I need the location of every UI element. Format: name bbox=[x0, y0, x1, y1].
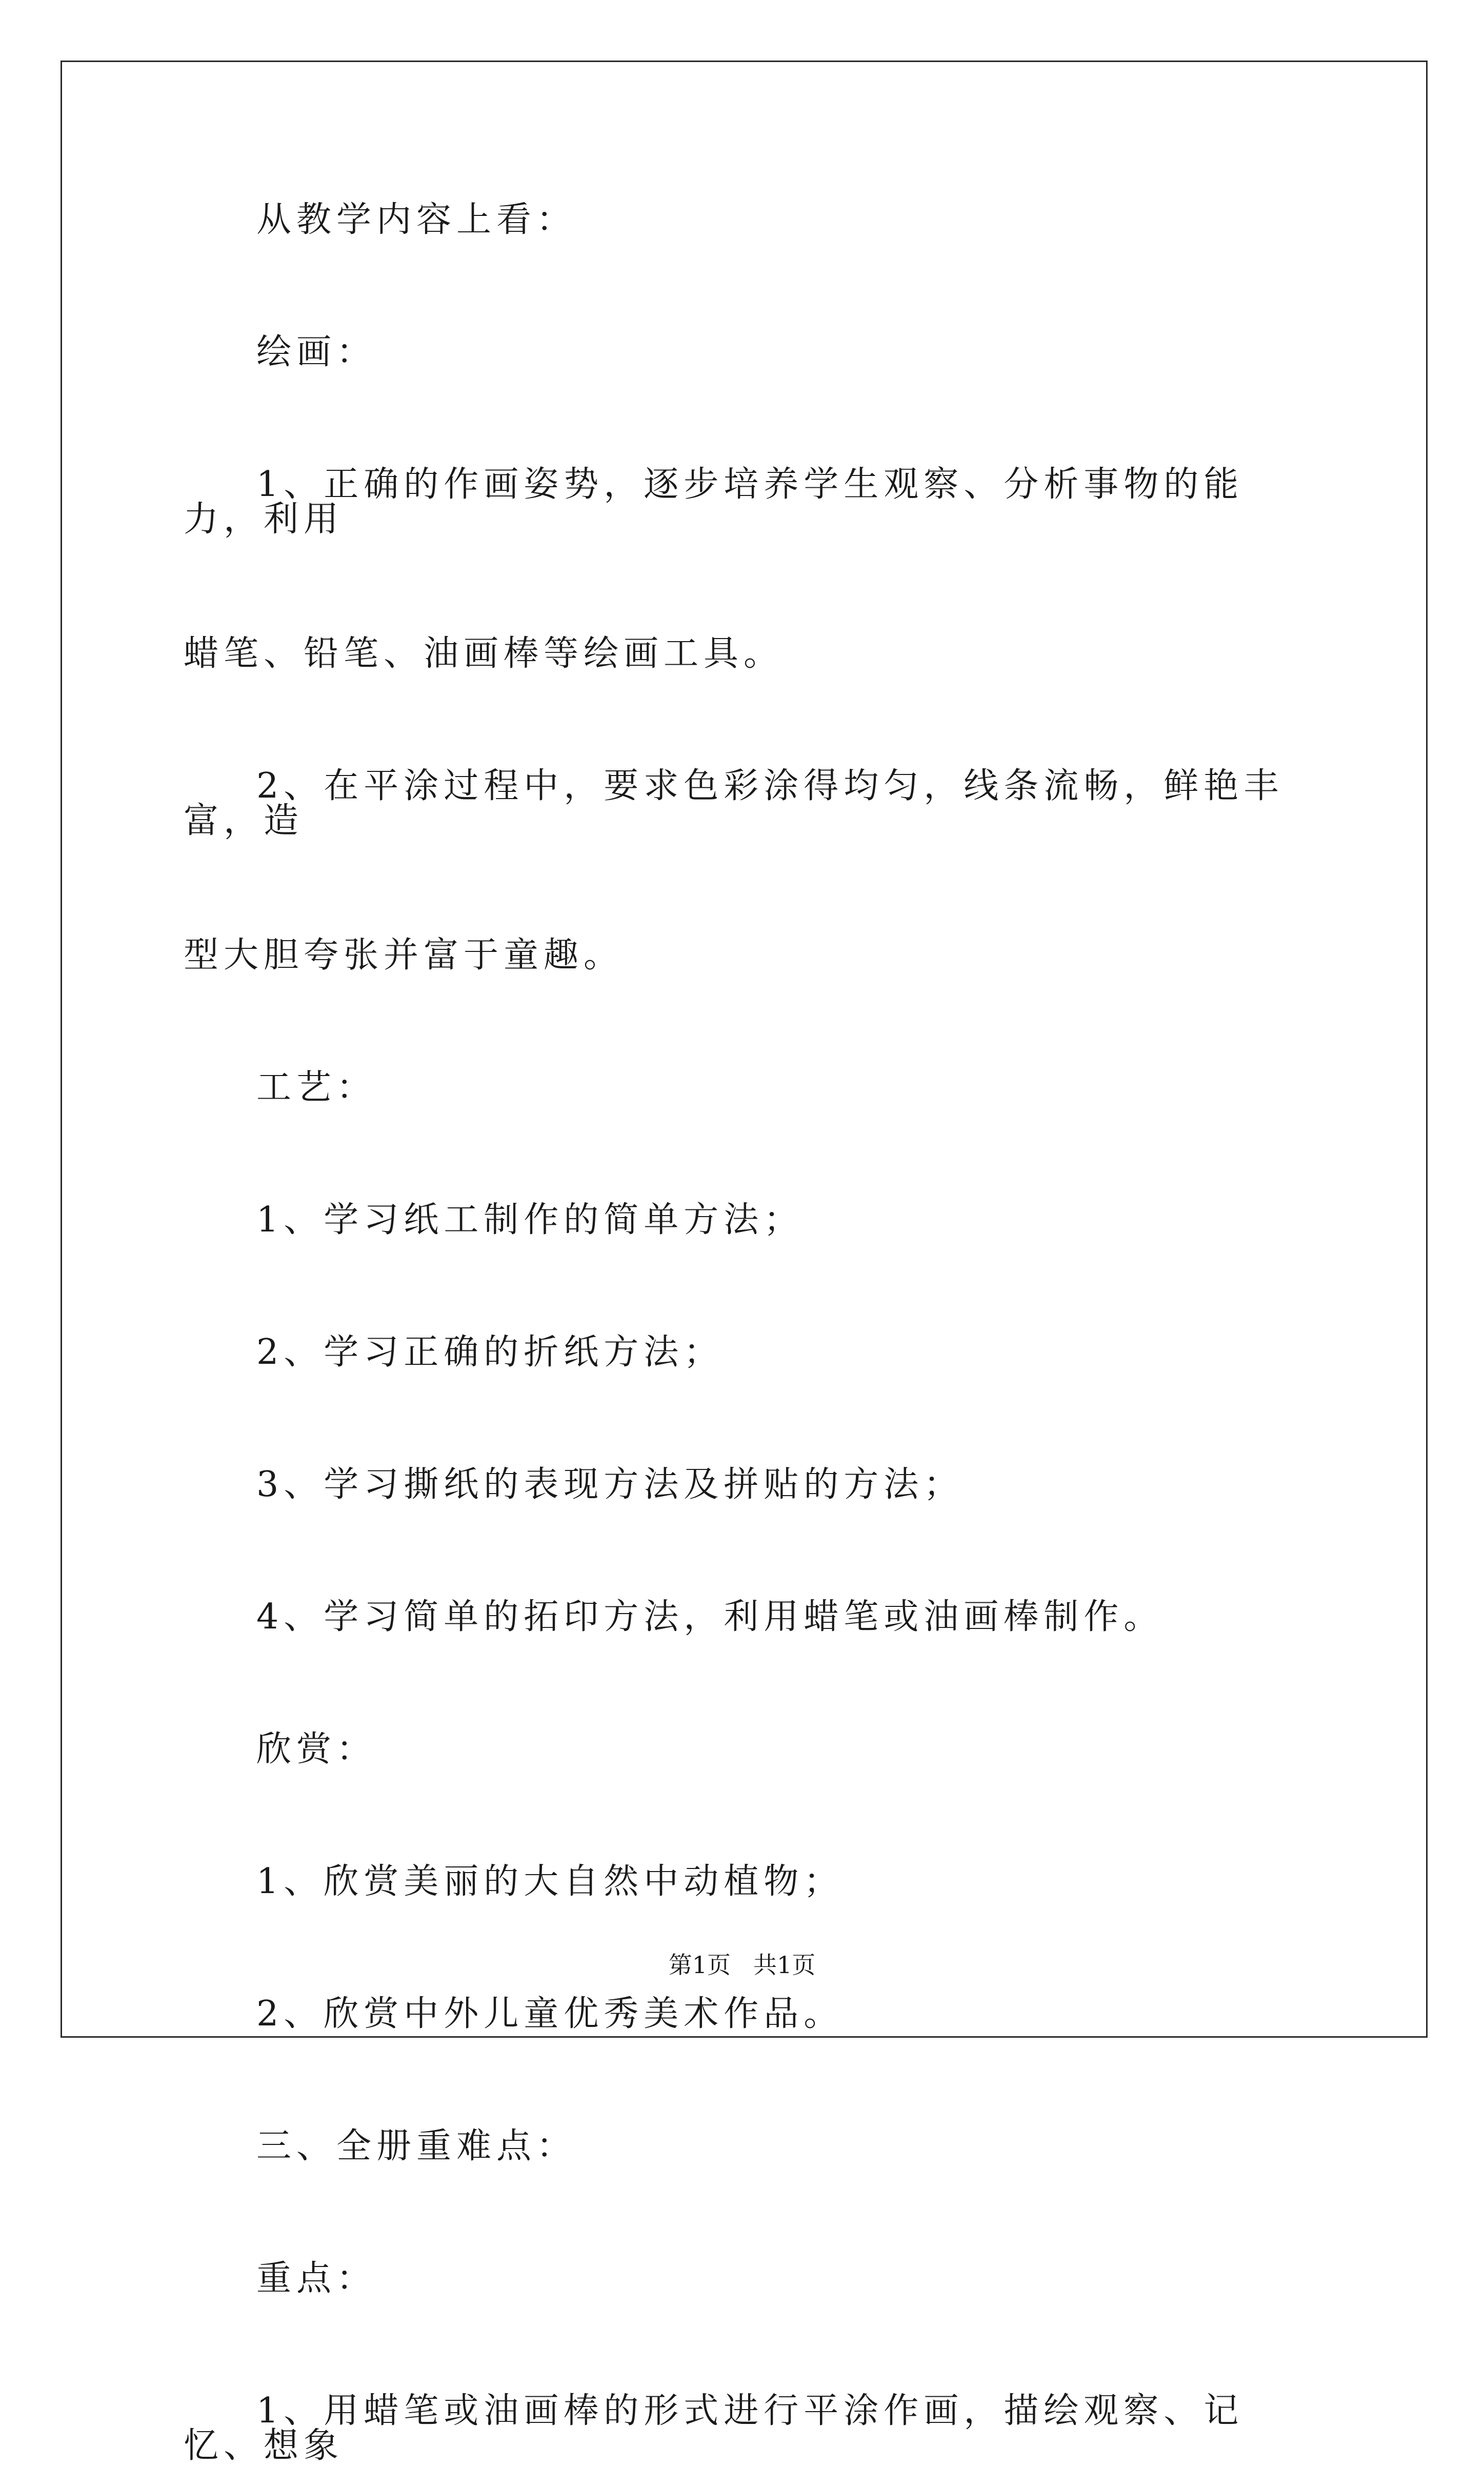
page-number: 第1页 bbox=[668, 1951, 731, 1979]
paragraph: 4、学习简单的拓印方法，利用蜡笔或油画棒制作。 bbox=[256, 1597, 1164, 1637]
paragraph: 1、学习纸工制作的简单方法； bbox=[256, 1200, 804, 1240]
paragraph: 1、用蜡笔或油画棒的形式进行平涂作画，描绘观察、记忆、想象 bbox=[184, 2391, 1244, 2466]
paragraph-line: 2、在平涂过程中，要求色彩涂得均匀，线条流畅，鲜艳丰富，造 bbox=[184, 766, 1284, 841]
paragraph-line: 型大胆夸张并富于童趣。 bbox=[184, 935, 624, 976]
paragraph bbox=[184, 464, 1307, 674]
paragraph: 重点： bbox=[256, 2258, 377, 2299]
paragraph: 三、全册重难点： bbox=[256, 2126, 577, 2166]
paragraph-line: 1、正确的作画姿势，逐步培养学生观察、分析事物的能力，利用 bbox=[184, 464, 1244, 540]
page-footer bbox=[0, 1946, 1484, 1980]
paragraph: 欣赏： bbox=[256, 1729, 377, 1769]
paragraph: 1、欣赏美丽的大自然中动植物； bbox=[256, 1861, 844, 1902]
document-body bbox=[184, 200, 1307, 2466]
paragraph: 2、欣赏中外儿童优秀美术作品。 bbox=[256, 1994, 844, 2034]
paragraph: 绘画： bbox=[256, 332, 377, 372]
paragraph: 工艺： bbox=[256, 1067, 377, 1108]
page-total: 共1页 bbox=[753, 1951, 816, 1979]
paragraph-line: 蜡笔、铅笔、油画棒等绘画工具。 bbox=[184, 633, 784, 674]
paragraph bbox=[184, 766, 1307, 976]
paragraph: 2、学习正确的折纸方法； bbox=[256, 1332, 724, 1373]
paragraph: 从教学内容上看： bbox=[256, 200, 577, 240]
paragraph: 3、学习撕纸的表现方法及拼贴的方法； bbox=[256, 1464, 964, 1505]
